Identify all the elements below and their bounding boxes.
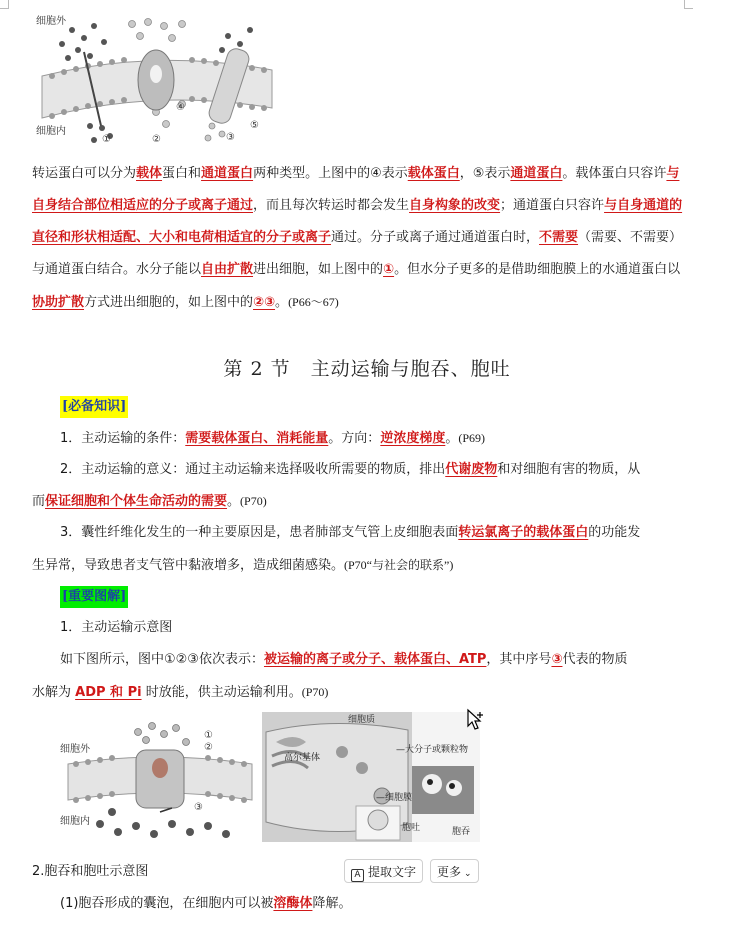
- answer: ①: [383, 262, 395, 277]
- text: ，其中序号: [486, 652, 552, 667]
- answer: 自由扩散: [201, 262, 254, 277]
- page-ref: (P70“与社会的联系”): [344, 558, 454, 572]
- chevron-down-icon: ⌄: [464, 869, 472, 879]
- tag-essential-knowledge: [必备知识]: [60, 396, 128, 418]
- marker-5: ⑤: [250, 120, 259, 131]
- answer: 溶酶体: [273, 896, 313, 911]
- item-2-line-1: [60, 460, 720, 480]
- text: 通过。分子或离子通过通道蛋白时，: [331, 230, 540, 245]
- exocytosis-label: 胞吐: [402, 823, 421, 833]
- text: 进出细胞，如上图中的: [253, 262, 384, 277]
- page-ref: (P70): [240, 494, 267, 508]
- text: （需要、不需要）与通道蛋白结合。水分子能以: [32, 230, 683, 277]
- answer: 协助扩散: [32, 295, 85, 310]
- subhead-endo-exocytosis: 2.胞吞和胞吐示意图: [32, 864, 149, 879]
- endocytosis-label: 胞吞: [452, 827, 471, 837]
- text: 而: [32, 494, 46, 509]
- marker-2: ②: [152, 134, 161, 145]
- text: 的功能发: [588, 525, 641, 540]
- text: ，⑤表示: [459, 166, 511, 181]
- endo-exocytosis-illustration: [262, 712, 480, 842]
- answer: 与自身通道的直径和形状相适配、大小和电荷相适宜的分子或离子: [32, 198, 683, 245]
- answer: 载体: [136, 166, 163, 181]
- tag-key-diagrams: [重要图解]: [60, 586, 128, 608]
- marker-3: ③: [194, 802, 203, 813]
- text: 。: [227, 494, 241, 509]
- text: 。: [275, 295, 289, 310]
- marker-4: ④: [176, 102, 185, 113]
- text: 。但水分子更多的是借助细胞膜上的水通道蛋白以: [394, 262, 681, 277]
- active-transport-figure: [60, 716, 260, 846]
- text: 2．主动运输的意义：通过主动运输来选择吸收所需要的物质，排出: [60, 462, 446, 477]
- subhead-active-transport: 1．主动运输示意图: [60, 620, 173, 635]
- marker-1: ①: [204, 730, 213, 741]
- text: 和对细胞有害的物质，从: [497, 462, 641, 477]
- text: 大分子或颗粒物: [405, 745, 469, 755]
- extract-text-label: 提取文字: [368, 865, 417, 879]
- text-recognition-icon: A: [351, 869, 364, 882]
- answer: ②③: [253, 295, 276, 310]
- dash: —: [396, 745, 405, 755]
- move-cursor-icon: [466, 708, 486, 732]
- text: 蛋白和: [162, 166, 202, 181]
- golgi-label: 高尔基体: [284, 753, 321, 763]
- text: 代表的物质: [562, 652, 628, 667]
- text: ；通道蛋白只容许: [500, 198, 605, 213]
- answer: ③: [551, 652, 563, 667]
- page-corner-right: [684, 0, 693, 9]
- item-3-line-1: [60, 523, 720, 543]
- transport-protein-paragraph: [32, 158, 688, 319]
- answer: 通道蛋白: [510, 166, 563, 181]
- membrane-transport-figure: [32, 8, 282, 158]
- answer: 转运氯离子的载体蛋白: [458, 525, 589, 540]
- text: 如下图所示，图中①②③依次表示：: [60, 652, 264, 667]
- text: 方式进出细胞的，如上图中的: [84, 295, 254, 310]
- outside-label: 细胞外: [36, 16, 66, 27]
- text: 。载体蛋白只容许: [562, 166, 667, 181]
- dash: —: [376, 793, 385, 803]
- text: ，而且每次转运时都会发生: [253, 198, 410, 213]
- extract-text-button[interactable]: [344, 859, 423, 883]
- cytoplasm-label: 细胞质: [348, 715, 376, 725]
- item-2-line-2: [32, 491, 692, 512]
- answer: 载体蛋白: [407, 166, 460, 181]
- text: 两种类型。上图中的④表示: [253, 166, 408, 181]
- answer: 需要载体蛋白、消耗能量: [185, 431, 329, 446]
- membrane-label: [376, 790, 412, 803]
- inside-label: 细胞内: [36, 126, 66, 137]
- page-ref: (P70): [301, 685, 329, 699]
- text: 。方向：: [328, 431, 381, 446]
- answer: 逆浓度梯度: [380, 431, 446, 446]
- text: 1．主动运输的条件：: [60, 431, 186, 446]
- answer: 被运输的离子或分子、载体蛋白、ATP: [263, 652, 487, 667]
- more-label: 更多: [437, 865, 462, 879]
- answer: 保证细胞和个体生命活动的需要: [45, 494, 228, 509]
- item-3-line-2: [32, 555, 692, 576]
- marker-3: ③: [226, 132, 235, 143]
- page-ref: (P66～67): [288, 295, 339, 309]
- item-4-line-2: [32, 682, 692, 703]
- section-title: 第 2 节 主动运输与胞吞、胞吐: [223, 358, 511, 380]
- item-4-line-1: [60, 650, 720, 670]
- answer: 通道蛋白: [201, 166, 254, 181]
- answer: ADP 和 Pi: [75, 685, 142, 700]
- text: 细胞膜: [385, 793, 413, 803]
- page-corner-left: [0, 0, 9, 9]
- more-button[interactable]: [430, 859, 479, 883]
- macromolecule-label: [396, 742, 468, 755]
- outside-label: 细胞外: [60, 744, 90, 755]
- marker-1: ①: [102, 134, 111, 145]
- text: 时放能，供主动运输利用。: [141, 685, 302, 700]
- active-transport-illustration: [60, 716, 260, 846]
- page-ref: (P69): [458, 431, 486, 445]
- text: 3．囊性纤维化发生的一种主要原因是，患者肺部支气管上皮细胞表面: [60, 525, 459, 540]
- text: 。: [445, 431, 459, 446]
- text: 转运蛋白可以分为: [32, 166, 137, 181]
- item-1: [60, 428, 720, 449]
- endo-exocytosis-figure: [262, 712, 480, 842]
- answer: 不需要: [539, 230, 579, 245]
- answer: 自身构象的改变: [409, 198, 501, 213]
- inside-label: 细胞内: [60, 816, 90, 827]
- answer: 与自身结合部位相适应的分子或离子通过: [32, 166, 680, 213]
- text: (1)胞吞形成的囊泡，在细胞内可以被: [60, 896, 274, 911]
- text: 生异常，导致患者支气管中黏液增多，造成细菌感染。: [32, 558, 345, 573]
- text: 水解为: [32, 685, 76, 700]
- item-5: [60, 894, 720, 914]
- marker-2: ②: [204, 742, 213, 753]
- answer: 代谢废物: [445, 462, 498, 477]
- text: 降解。: [312, 896, 352, 911]
